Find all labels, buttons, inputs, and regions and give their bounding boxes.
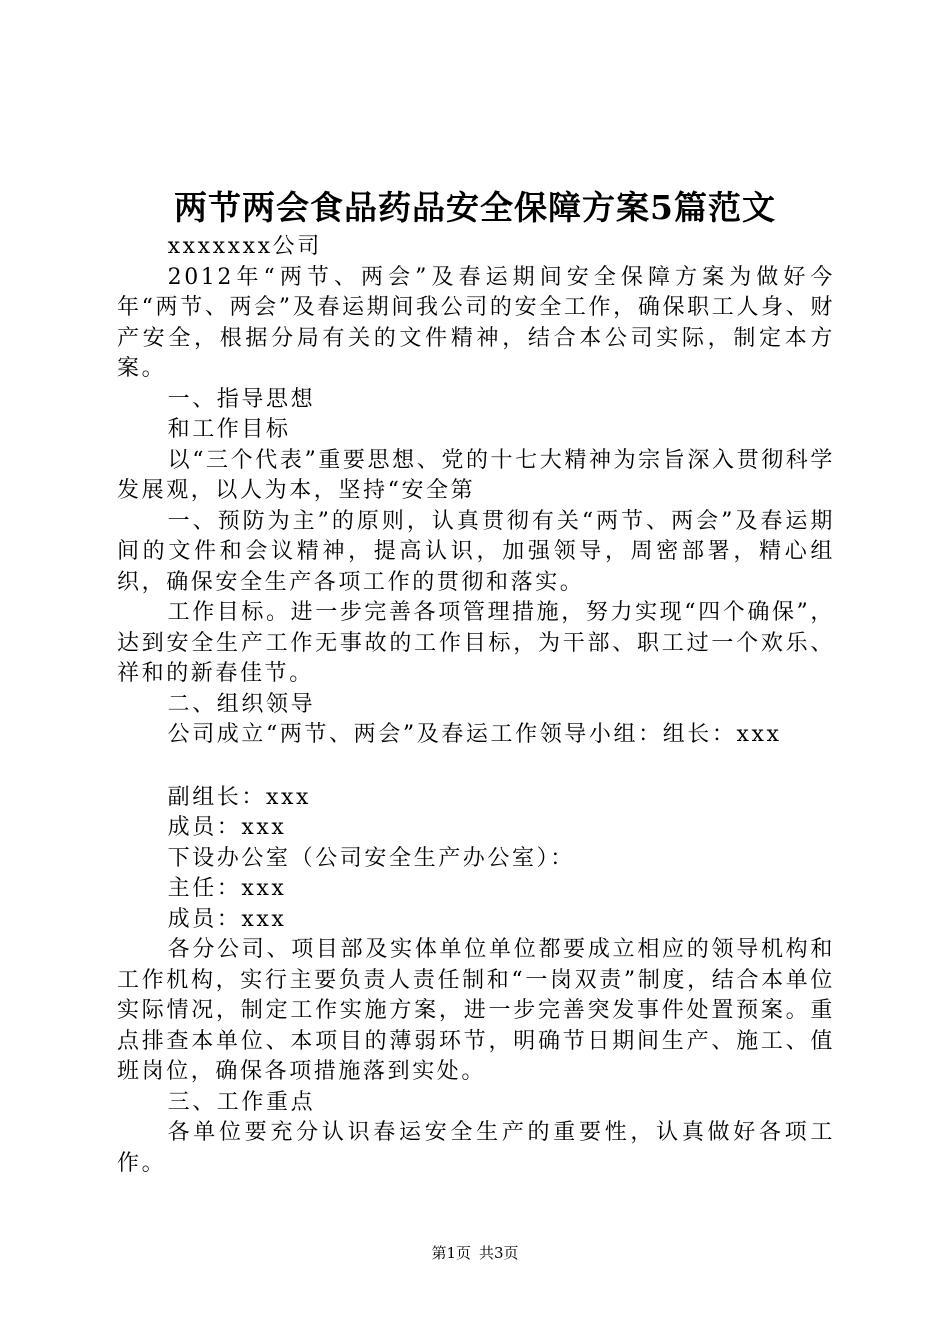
- page-footer: [0, 1243, 950, 1263]
- member-line: 主任：xxx: [167, 876, 287, 901]
- paragraph: 公司成立“两节、两会”及春运工作领导小组：组长：xxx: [167, 722, 782, 747]
- paragraph: 一、预防为主”的原则，认真贯彻有关“两节、两会”及春运期间的文件和会议精神，提高认识，加强领导，周密部署，精心组织，确保安全生产各项工作的贯彻和落实。: [117, 508, 835, 595]
- document-title: 两节两会食品药品安全保障方案5篇范文: [174, 188, 776, 227]
- document-body: [117, 232, 835, 1179]
- page-number: 第1页: [431, 1244, 471, 1262]
- paragraph: 以“三个代表”重要思想、党的十七大精神为宗旨深入贯彻科学发展观，以人为本，坚持“安全第: [117, 447, 835, 503]
- paragraph: 各分公司、项目部及实体单位单位都要成立相应的领导机构和工作机构，实行主要负责人责任制和“一岗双责”制度，结合本单位实际情况，制定工作实施方案，进一步完善突发事件处置预案。重点排查本单位、本项目的薄弱环节，明确节日期间生产、施工、值班岗位，确保各项措施落到实处。: [117, 937, 835, 1084]
- paragraph: 工作目标。进一步完善各项管理措施，努力实现“四个确保”，达到安全生产工作无事故的工作目标，为干部、职工过一个欢乐、祥和的新春佳节。: [117, 600, 835, 686]
- member-line: 下设办公室（公司安全生产办公室）：: [167, 845, 575, 871]
- section-heading-continuation: 和工作目标: [167, 417, 291, 442]
- page-total: 共3页: [479, 1244, 519, 1262]
- section-heading-guiding-thought: 一、指导思想: [167, 386, 316, 412]
- section-heading-key-work: 三、工作重点: [167, 1089, 316, 1115]
- paragraph: 各单位要充分认识春运安全生产的重要性，认真做好各项工作。: [117, 1120, 835, 1176]
- section-heading-organization: 二、组织领导: [167, 691, 316, 717]
- member-line: 成员：xxx: [167, 815, 287, 840]
- member-line: 成员：xxx: [167, 906, 287, 932]
- member-line: 副组长：xxx: [167, 784, 312, 810]
- intro-paragraph: 2012年“两节、两会”及春运期间安全保障方案为做好今年“两节、两会”及春运期间我公司的安全工作，确保职工人身、财产安全，根据分局有关的文件精神，结合本公司实际，制定本方案。: [117, 264, 835, 381]
- company-name: xxxxxxx公司: [167, 234, 322, 259]
